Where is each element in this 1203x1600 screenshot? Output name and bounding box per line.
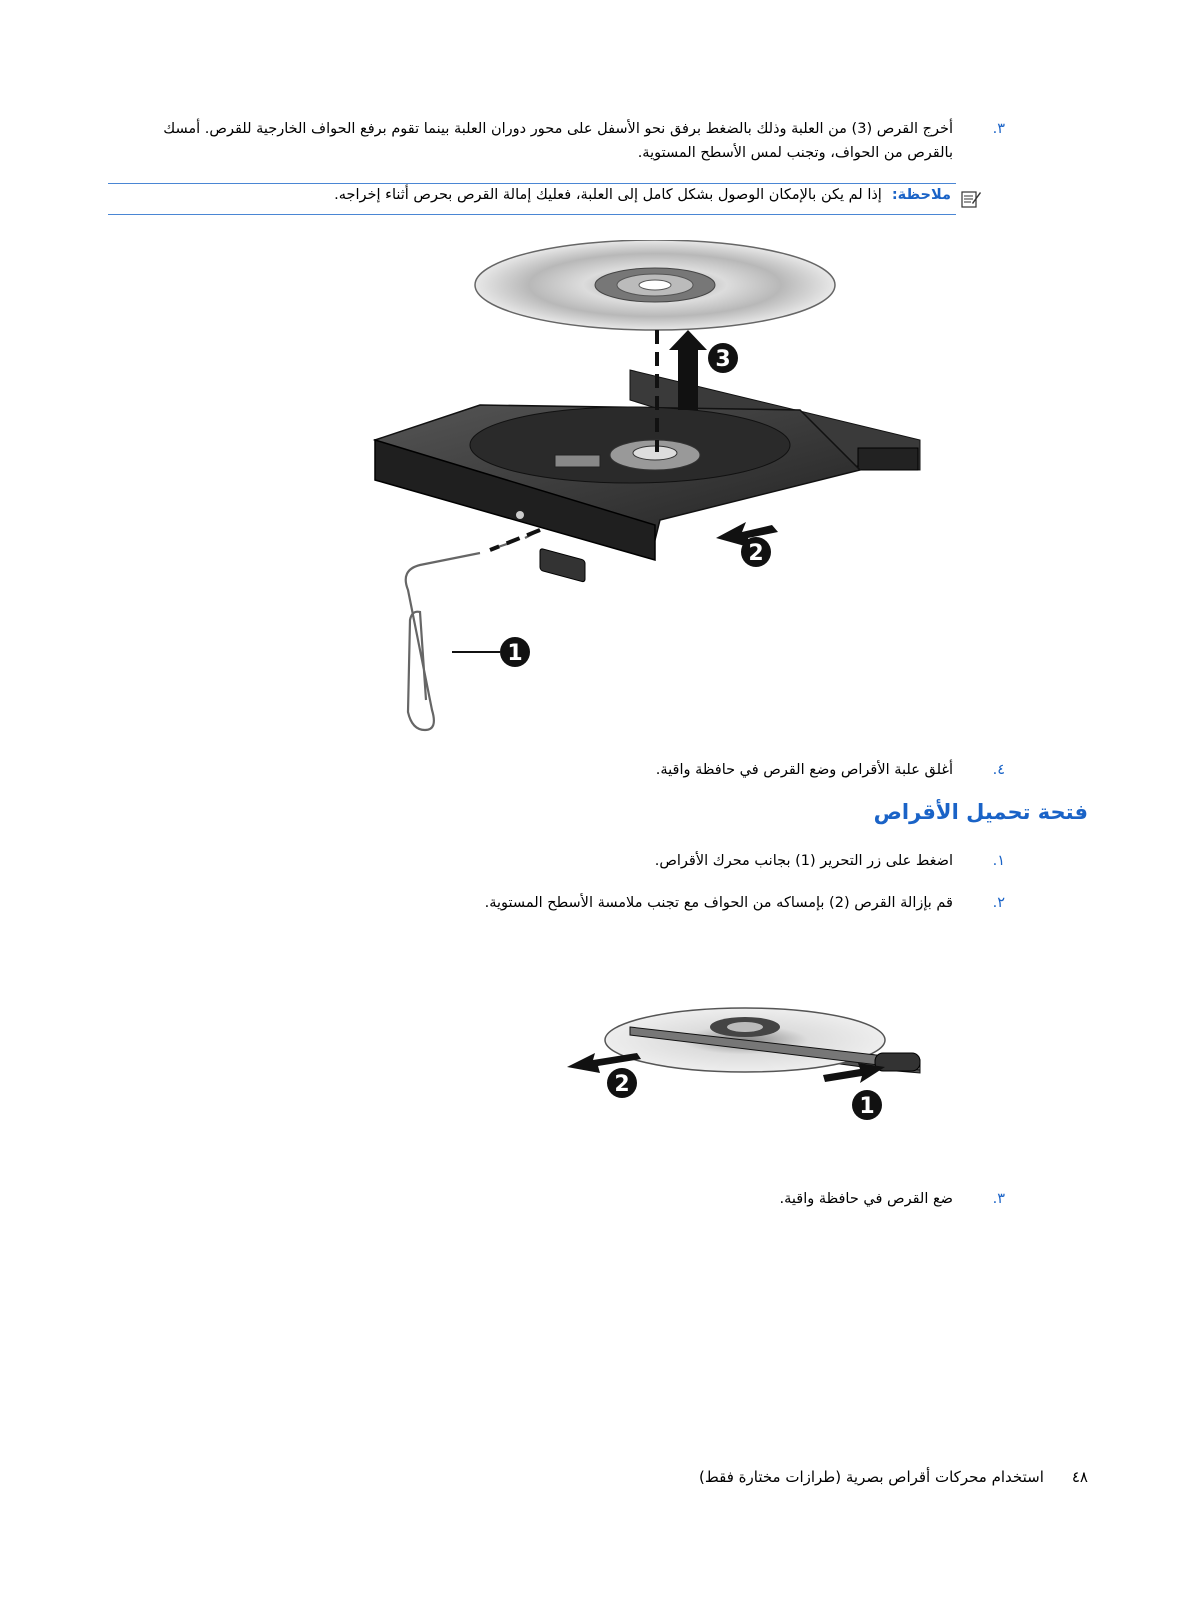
step-store-disc <box>779 1187 1005 1211</box>
footer-page-number: ٤٨ <box>1071 1468 1088 1486</box>
step-press-release <box>654 849 1005 873</box>
svg-text:2: 2 <box>614 1072 630 1097</box>
section-heading: فتحة تحميل الأقراص <box>873 800 1088 824</box>
callout-3 <box>708 343 738 373</box>
note-pad-icon <box>960 189 982 209</box>
callout-1 <box>852 1090 882 1120</box>
footer-title: استخدام محركات أقراص بصرية (طرازات مختارة فقط) <box>699 1468 1044 1486</box>
callout-2 <box>741 537 771 567</box>
step-text: اضغط على زر التحرير (1) بجانب محرك الأقراص. <box>654 853 953 869</box>
step-remove-disc <box>63 117 1005 165</box>
svg-text:3: 3 <box>715 347 731 372</box>
step-text: أغلق علبة الأقراص وضع القرص في حافظة واقية. <box>655 762 953 778</box>
step-text-line2: بالقرص من الحواف، وتجنب لمس الأسطح المستوية. <box>637 145 953 161</box>
step-close-tray <box>655 758 1005 782</box>
step-number: ١. <box>992 853 1005 869</box>
step-number: ٢. <box>992 895 1005 911</box>
step-number: ٣. <box>992 121 1005 137</box>
step-text-line1: أخرج القرص (3) من العلبة وذلك بالضغط برفق نحو الأسفل على محور دوران العلبة بينما تقوم برفع الحواف الخارجية للقرص. أمسك <box>163 121 953 137</box>
note-text: إذا لم يكن بالإمكان الوصول بشكل كامل إلى العلبة، فعليك إمالة القرص بحرص أثناء إخراجه. <box>334 187 882 203</box>
step-text: قم بإزالة القرص (2) بإمساكه من الحواف مع تجنب ملامسة الأسطح المستوية. <box>484 895 953 911</box>
step-number: ٣. <box>992 1191 1005 1207</box>
svg-text:1: 1 <box>507 641 523 666</box>
page-footer <box>699 1468 1108 1486</box>
step-text: ضع القرص في حافظة واقية. <box>779 1191 953 1207</box>
figure-tray-drive <box>360 240 940 740</box>
step-remove-slot-disc <box>484 891 1005 915</box>
note <box>334 187 951 203</box>
svg-text:2: 2 <box>748 541 764 566</box>
figure-slot-drive <box>555 1005 935 1155</box>
step-number: ٤. <box>992 762 1005 778</box>
note-label: ملاحظة: <box>891 187 951 203</box>
svg-text:1: 1 <box>859 1094 875 1119</box>
callout-2 <box>607 1068 637 1098</box>
callout-1 <box>500 637 530 667</box>
